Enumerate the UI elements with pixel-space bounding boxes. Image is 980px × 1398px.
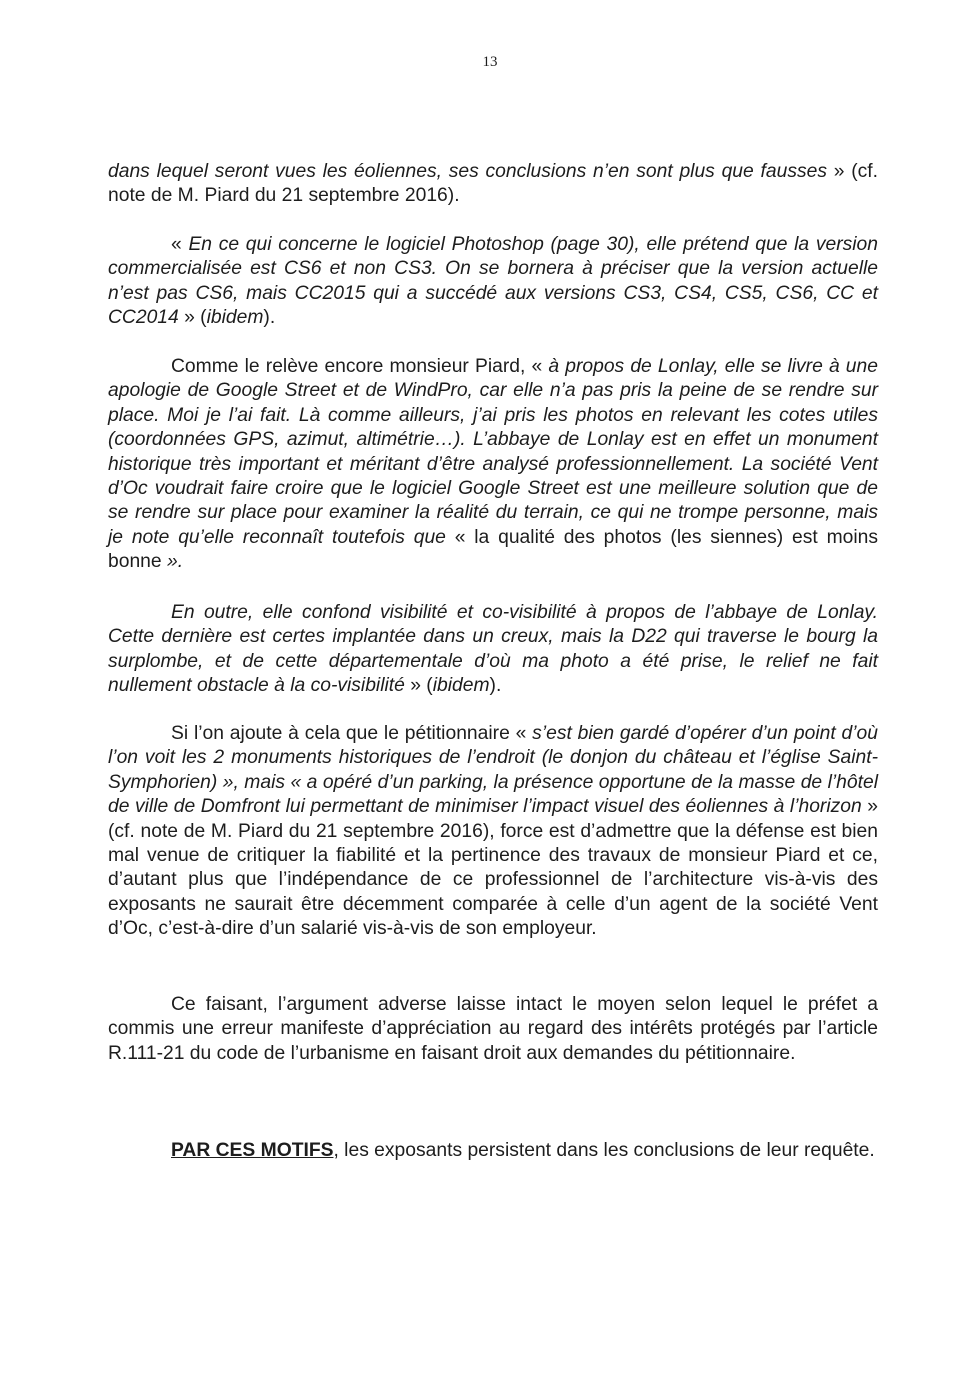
quoted-text-segment: En ce qui concerne le logiciel Photoshop (page 30), elle prétend que la version commercialisée est CS6 et non CS3. On se bornera à préciser que la version actuelle n’est pas CS6, mais CC2015 qui a succédé aux versions CS3, CS4, CS5, CS6, CC et CC2014	[108, 234, 878, 329]
quoted-text-segment: En outre, elle confond visibilité et co-visibilité à propos de l’abbaye de Lonlay. Cette dernière est certes implantée dans un creux, mais la D22 qui traverse le bourg la surplombe, et de cette départementale d’où ma photo a été prise, le relief ne fait nullement obstacle à la co-visibilité	[108, 602, 878, 697]
motifs-heading: PAR CES MOTIFS	[171, 1140, 334, 1161]
text-segment: Si l’on ajoute à cela que le pétitionnaire «	[171, 723, 533, 744]
paragraph-5	[108, 722, 878, 942]
paragraph-3	[108, 355, 878, 575]
conclusion-paragraph	[108, 1139, 878, 1163]
text-segment: » (	[178, 307, 207, 329]
paragraph-2	[108, 233, 878, 331]
quoted-text-segment: s’est bien gardé d’opérer d’un point d’où l’on voit les 2 monuments historiques de l’endroit (le donjon du château et l’église Saint-Symphorien) », mais « a opéré d’un parking, la présence opportune de la masse de l’hôtel de ville de Domfront lui permettant de minimiser l’impact visuel des éoliennes à l’horizon	[108, 723, 878, 818]
paragraph-4	[108, 601, 878, 699]
quoted-text-segment: ibidem	[432, 675, 490, 697]
quoted-text-segment: ».	[166, 551, 184, 573]
quoted-text-segment: ibidem	[206, 307, 264, 329]
text-segment: Ce faisant, l’argument adverse laisse intact le moyen selon lequel le préfet a commis une erreur manifeste d’appréciation au regard des intérêts protégés par l’article R.111-21 du code de l’urbanisme en faisant droit aux demandes du pétitionnaire.	[108, 994, 878, 1064]
conclusion-text: , les exposants persistent dans les conclusions de leur requête.	[333, 1140, 875, 1161]
text-segment: » (	[404, 675, 433, 697]
quoted-text-segment: dans lequel seront vues les éoliennes, ses conclusions n’en sont plus que fausses	[108, 161, 827, 182]
paragraph-1	[108, 160, 878, 209]
paragraph-6	[108, 993, 878, 1066]
text-segment: Comme le relève encore monsieur Piard, «	[171, 356, 549, 377]
text-segment: «	[171, 234, 189, 255]
text-segment: ).	[263, 307, 276, 329]
text-segment: » (cf. note de M. Piard du 21 septembre 2016), force est d’admettre que la défense est bien mal venue de critiquer la fiabilité et la pertinence des travaux de monsieur Piard et ce, d’autant plus que l’indépendance de ce professionnel de l’architecture vis-à-vis des exposants ne saurait être décemment comparée à celle d’un agent de la société Vent d’Oc, c’est-à-dire d’un salarié vis-à-vis de son employeur.	[108, 796, 878, 940]
text-segment: ).	[489, 675, 502, 697]
page-number: 13	[482, 54, 498, 70]
quoted-text-segment: à propos de Lonlay, elle se livre à une apologie de Google Street et de WindPro, car elle n’a pas pris la peine de se rendre sur place. Moi je l’ai fait. Là comme ailleurs, j’ai pris les photos en relevant les cotes utiles (coordonnées GPS, azimut, altimétrie…). L’abbaye de Lonlay est en effet un monument historique très important et méritant d’être analysé professionnellement. La société Vent d’Oc voudrait faire croire que le logiciel Google Street est une meilleure solution que de se rendre sur place pour examiner la réalité du terrain, ce qui ne trompe personne, mais je note qu’elle reconnaît toutefois que	[108, 356, 878, 548]
text-segment: » (cf. note de M. Piard du 21 septembre 2016).	[108, 161, 878, 207]
text-segment: « la qualité des photos (les siennes) est moins bonne	[108, 526, 878, 573]
